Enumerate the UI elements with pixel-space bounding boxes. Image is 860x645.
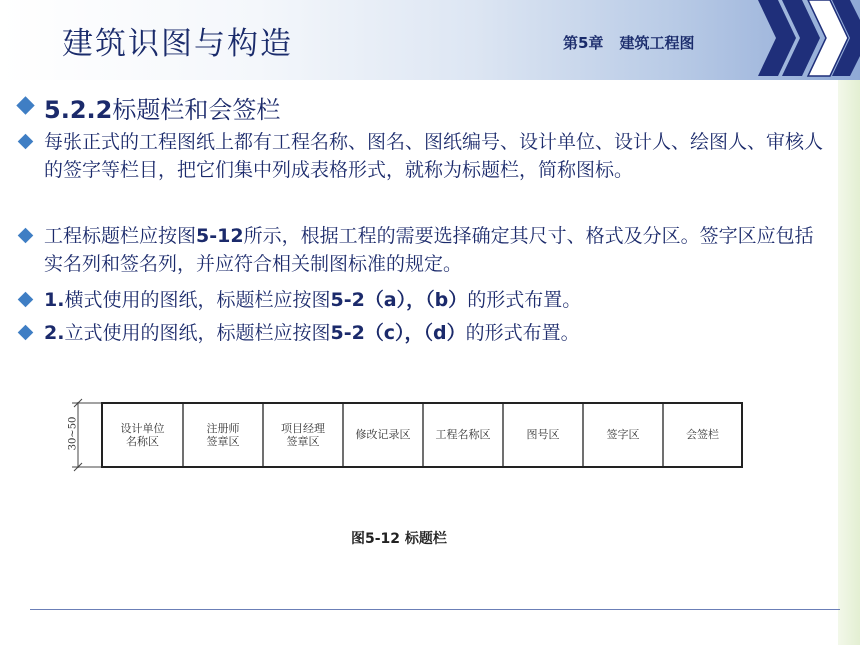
paragraph-4 <box>44 319 824 347</box>
course-title: 建筑识图与构造 <box>62 26 293 62</box>
cell-countersign: 会签栏 <box>686 428 719 441</box>
bullet-icon <box>18 134 34 150</box>
p3-figure-ref: 5-2（a），（b） <box>330 289 468 311</box>
p2-figure-ref: 5-12 <box>196 225 244 247</box>
p4-figure-ref: 5-2（c），（d） <box>330 322 466 344</box>
paragraph-2 <box>44 222 824 278</box>
bullet-icon <box>16 96 34 114</box>
chevron-decoration-icon <box>758 0 860 80</box>
p3-tail: 的形式布置。 <box>467 289 582 311</box>
section-number: 5.2.2 <box>44 96 113 124</box>
paragraph-3 <box>44 286 824 314</box>
footer-divider <box>30 609 840 610</box>
p4-text: 立式使用的图纸，标题栏应按图 <box>64 322 331 344</box>
chapter-name: 建筑工程图 <box>619 34 695 52</box>
cell-signature: 签字区 <box>606 428 640 441</box>
p3-text: 横式使用的图纸，标题栏应按图 <box>64 289 331 311</box>
p3-number: 1. <box>44 289 65 311</box>
section-title: 标题栏和会签栏 <box>112 96 281 124</box>
cell-revision-record: 修改记录区 <box>355 428 411 441</box>
dimension-label: 30~50 <box>67 416 79 451</box>
cell-drawing-number: 图号区 <box>526 428 560 441</box>
chapter-number: 第5章 <box>563 34 604 52</box>
p4-tail: 的形式布置。 <box>465 322 580 344</box>
right-side-bar <box>838 80 860 645</box>
p2-text-a: 工程标题栏应按图 <box>44 225 197 247</box>
bullet-icon <box>18 228 34 244</box>
section-heading <box>44 90 280 125</box>
figure-caption: 图5-12 标题栏 <box>351 531 447 547</box>
paragraph-1: 每张正式的工程图纸上都有工程名称、图名、图纸编号、设计单位、设计人、绘图人、审核人的签字等栏目，把它们集中列成表格形式，就称为标题栏，简称图标。 <box>44 131 824 181</box>
bullet-icon <box>18 325 34 341</box>
cell-registered-engineer: 注册师 签章区 <box>206 421 240 448</box>
cell-project-name: 工程名称区 <box>435 428 491 441</box>
p2-text-c: 所示，根据工程的需要选择确定其尺寸、格式及分区。签字区应包括实名列和签名列，并应符合相关制图标准的规定。 <box>44 225 814 275</box>
cell-design-unit: 设计单位 名称区 <box>120 421 165 448</box>
chapter-label <box>563 32 694 53</box>
bullet-icon <box>18 292 34 308</box>
p4-number: 2. <box>44 322 65 344</box>
cell-project-manager: 项目经理 签章区 <box>281 421 325 448</box>
